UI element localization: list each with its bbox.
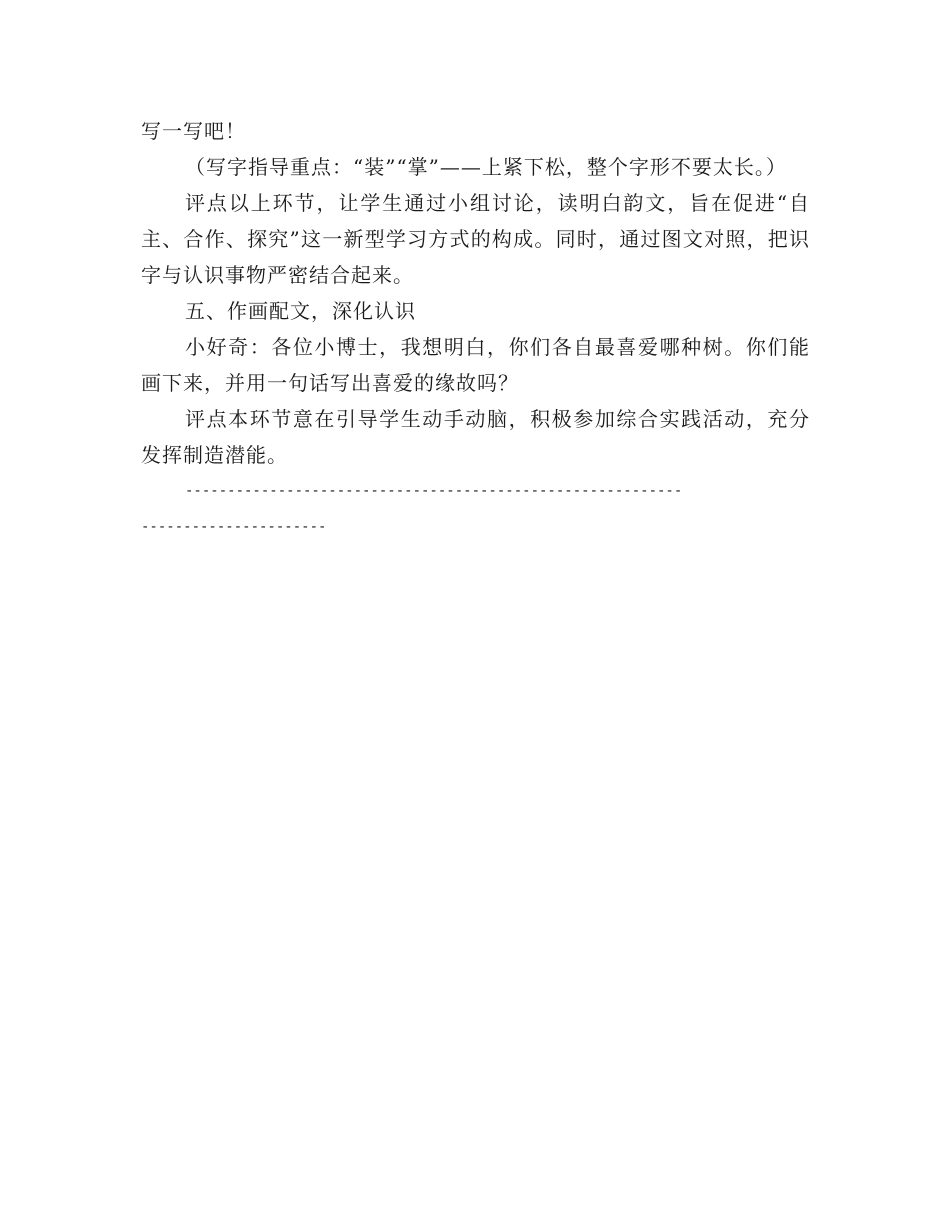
- separator-line-2: ----------------------: [141, 519, 327, 535]
- document-page: [141, 113, 810, 545]
- paragraph-commentary-1: 评点以上环节，让学生通过小组讨论，读明白韵文，旨在促进“自主、合作、探究”这一新型学习方式的构成。同时，通过图文对照，把识字与认识事物严密结合起来。: [141, 191, 810, 287]
- paragraph-write-prompt: 写一写吧！: [141, 119, 246, 143]
- paragraph-commentary-2: 评点本环节意在引导学生动手动脑，积极参加综合实践活动，充分发挥制造潜能。: [141, 407, 810, 467]
- paragraph-writing-guidance: （写字指导重点：“装”“掌”——上紧下松，整个字形不要太长。）: [185, 155, 787, 179]
- section-heading-5: 五、作画配文，深化认识: [185, 299, 416, 323]
- paragraph-xiaohaoqi-question: 小好奇：各位小博士，我想明白，你们各自最喜爱哪种树。你们能画下来，并用一句话写出喜爱的缘故吗？: [141, 335, 810, 395]
- separator-line-1: -----------------------------------------------------------: [185, 483, 683, 499]
